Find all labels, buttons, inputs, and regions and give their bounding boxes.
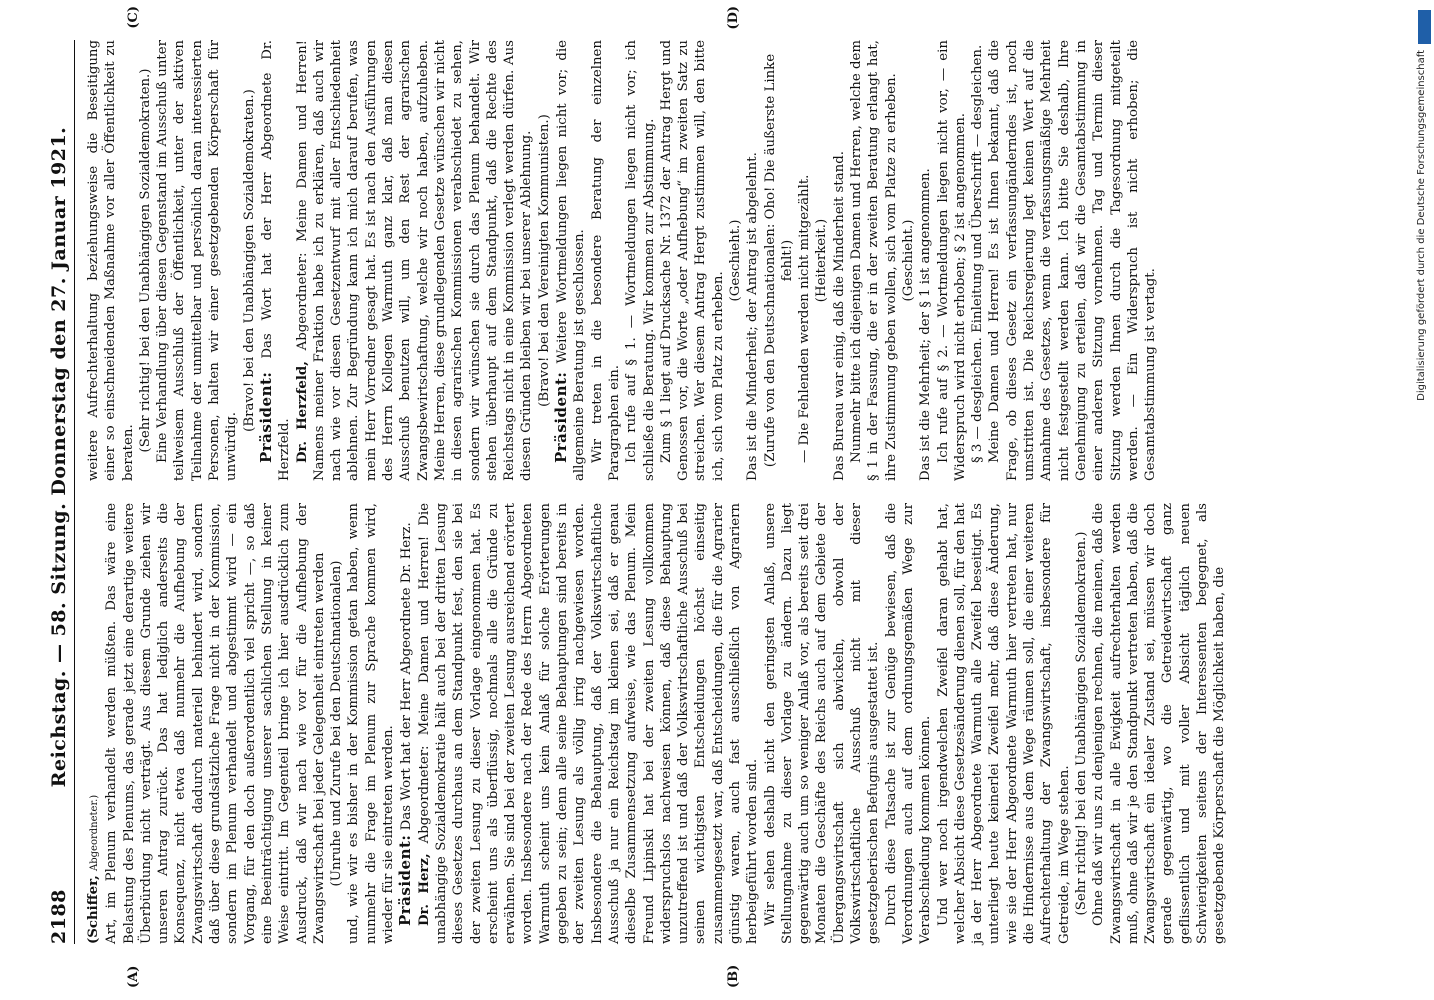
paragraph: § 3 — desgleichen. Einleitung und Überschrift — desgleichen. xyxy=(970,44,986,463)
interjection: (Heiterkeit.) xyxy=(814,218,830,303)
speaker-name: Präsident: xyxy=(256,371,275,463)
paragraph: Meine Damen und Herren! Es ist Ihnen bekannt, daß die Frage, ob dieses Gesetz ein verfassungänderndes ist, noch umstritten ist. Die Reichsregierung legt keinen Wert auf die Annahme des Gesetzes, wenn die verfassungsmäßige Mehrheit nicht festgestellt werden kann. Ich bitte Sie deshalb, Ihre Genehmigung zu erteilen, daß wir die Gesamtabstimmung in einer anderen Sitzung vornehmen. Tag und Termin dieser Sitzung werden Ihnen durch die Tagesordnung mitgeteilt werden. — Ein Widerspruch ist nicht erhoben; die Gesamtabstimmung ist vertagt. xyxy=(987,40,1159,481)
page-header xyxy=(48,40,75,944)
paragraph: Ohne daß wir uns zu denjenigen rechnen, die meinen, daß die Zwangswirtschaft in alle Ewigkeit aufrechterhalten werden muß, ohne daß wir je den Standpunkt vertreten haben, daß die Zwangswirtschaft ein idealer Zustand sei, müssen wir doch gerade gegenwärtig, wo die Getreidewirtschaft ganz geflissentlich und mit voller Absicht täglich neuen Schwierigkeiten seitens der Interessenten begegnet, als gesetzgebende Körperschaft die Möglichkeit haben, die xyxy=(1091,503,1228,944)
funding-sidebar xyxy=(1418,10,1432,995)
interjection: (Geschieht.) xyxy=(727,219,743,302)
interjection: (Sehr richtig! bei den Unabhängigen Sozialdemokraten.) xyxy=(1073,531,1089,916)
speaker-role: Abgeordneter.) xyxy=(89,794,100,871)
paragraph: Präsident: Weitere Wortmeldungen liegen nicht vor; die allgemeine Beratung ist geschlossen. xyxy=(552,40,588,481)
dfg-logo-icon xyxy=(1418,10,1431,44)
paragraph: Dr. Herzfeld, Abgeordneter: Meine Damen und Herren! Namens meiner Fraktion habe ich zu erklären, daß auch wir nach wie vor diesen Gesetzentwurf mit aller Entschiedenheit ablehnen. Zur Begründung kann ich mich darauf berufen, was mein Herr Vorredner gesagt hat. Es ist nach den Ausführungen des Herrn Kollegen Warmuth ganz klar, daß man diesen Ausschuß benutzen will, um den Rest der agrarischen Zwangsbewirtschaftung, welche wir noch haben, aufzuheben. Meine Herren, diese grundlegenden Gesetze wünschen wir nicht in diesen agrarischen Kommissionen verabschiedet zu sehen, sondern wir wünschen sie durch das Plenum behandelt. Wir stehen überhaupt auf dem Standpunkt, daß die Rechte des Reichstags nicht in eine Kommission verlegt werden dürfen. Aus diesen Gründen bleiben wir bei unserer Ablehnung. xyxy=(294,39,535,481)
margin-letter-b: (B) xyxy=(726,964,741,988)
interjection: (Bravo! bei den Unabhängigen Sozialdemokraten.) xyxy=(241,89,257,432)
paragraph: Ich rufe auf § 2. — Wortmeldungen liegen nicht vor, — ein Widerspruch wird nicht erhoben; § 2 ist angenommen. xyxy=(935,40,968,481)
funding-note: Digitalisierung gefördert durch die Deutsche Forschungsgemeinschaft xyxy=(1416,50,1427,401)
paragraph xyxy=(85,503,103,944)
speaker-name: (Schiffer, xyxy=(86,875,101,944)
paragraph: Das Bureau war einig, daß die Minderheit stand. xyxy=(831,151,847,481)
paragraph: Wir treten in die besondere Beratung der einzelnen Paragraphen ein. xyxy=(589,40,622,481)
interjection: (Bravo! bei den Vereinigten Kommunisten.) xyxy=(536,114,552,407)
paragraph: Das ist die Minderheit; der Antrag ist abgelehnt. xyxy=(745,152,761,481)
paragraph: — Die Fehlenden werden nicht mitgezählt. xyxy=(797,174,813,463)
paragraph: Wir sehen deshalb nicht den geringsten Anlaß, unsere Stellungnahme zu dieser Vorlage zu ändern. Dazu liegt gegenwärtig auch um so weniger Anlaß vor, als bereits seit drei Monaten die Geschäfte des Reichs auch auf dem Gebiete der Übergangswirtschaft sich abwickeln, obwohl der Volkswirtschaftliche Ausschuß nicht mit dieser gesetzgeberischen Befugnis ausgestattet ist. xyxy=(762,503,882,944)
page-title: Reichstag. — 58. Sitzung. Donnerstag den 27. Januar 1921. xyxy=(48,126,70,788)
paragraph: Art, im Plenum verhandelt werden müßten. Das wäre eine Belastung des Plenums, das gerade jetzt eine derartige weitere Überbürdung nicht verträgt. Aus diesem Grunde ziehen wir unseren Antrag zurück. Das hat lediglich anderseits die Konsequenz, nicht etwa daß nunmehr die Aufhebung der Zwangswirtschaft dadurch materiell behindert wird, sondern daß über diese grundsätzliche Frage nicht in der Kommission, sondern im Plenum verhandelt und abgestimmt wird — ein Vorgang, für den doch außerordentlich viel spricht —, so daß eine Beeinträchtigung unserer sachlichen Stellung in keiner Weise eintritt. Im Gegenteil bringe ich hier ausdrücklich zum Ausdruck, daß wir nach wie vor für die Aufhebung der Zwangswirtschaft bei jeder Gelegenheit eintreten werden xyxy=(104,503,327,944)
interjection: (Geschieht.) xyxy=(900,219,916,302)
paragraph: Dr. Herz, Abgeordneter: Meine Damen und Herren! Die unabhängige Sozialdemokratie hält auch bei der dritten Lesung dieses Gesetzes durchaus an dem Standpunkt fest, den sie bei der zweiten Lesung zu dieser Vorlage eingenommen hat. Es erscheint uns als überflüssig, nochmals alle die Gründe zu erwähnen. Sie sind bei der zweiten Lesung ausreichend erörtert worden. Insbesondere nach der Rede des Herrn Abgeordneten Warmuth scheint uns kein Anlaß für solche Erörterungen gegeben zu sein; denn alle seine Behauptungen sind bereits in der zweiten Lesung als völlig irrig nachgewiesen worden. Insbesondere die Behauptung, daß der Volkswirtschaftliche Ausschuß ja nur ein Reichstag im kleinen sei, daß er genau dieselbe Zusammensetzung aufweise, wie das Plenum. Mein Freund Lipinski hat bei der zweiten Lesung vollkommen widerspruchslos nachweisen können, daß diese Behauptung unzutreffend ist und daß der Volkswirtschaftliche Ausschuß bei seinen wichtigsten Entscheidungen höchst einseitig zusammengesetzt war, daß Entscheidungen, die für die Agrarier günstig waren, auch fast ausschließlich von Agrariern herbeigeführt worden sind. xyxy=(416,503,761,944)
margin-letter-c: (C) xyxy=(126,6,141,29)
paragraph: Eine Verhandlung über diesen Gegenstand im Ausschuß unter teilweisem Ausschluß der Öffentlichkeit, unter der aktiven Teilnahme der unmittelbar und persönlich daran interessierten Personen, halten wir einer gesetzgebenden Körperschaft für unwürdig. xyxy=(155,40,240,481)
left-column xyxy=(85,503,1315,988)
page-number: 2188 xyxy=(48,889,70,944)
margin-letter-a: (A) xyxy=(126,965,141,988)
speaker-name: Dr. Herzfeld, xyxy=(294,361,310,463)
paragraph: Und wer noch irgendwelchen Zweifel daran gehabt hat, welcher Absicht diese Gesetzesänderung dienen soll, für den hat ja der Herr Abgeordnete Warmuth alle Zweifel beseitigt. Es unterliegt heute keinerlei Zweifel mehr, daß diese Änderung, wie sie der Herr Abgeordnete Warmuth hier vertreten hat, nur die Hindernisse aus dem Wege räumen soll, die einer weiteren Aufrechterhaltung der Zwangswirtschaft, insbesondere für Getreide, im Wege stehen. xyxy=(935,503,1072,944)
paragraph: Durch diese Tatsache ist zur Genüge bewiesen, daß die Verordnungen auch auf dem ordnungsgemäßen Wege zur Verabschiedung kommen können. xyxy=(883,503,934,944)
speaker-name: Präsident: xyxy=(396,834,415,926)
interjection: (Zurufe von den Deutschnationalen: Oho! Die äußerste Linke fehlt!) xyxy=(762,53,795,468)
paragraph: Präsident: Das Wort hat der Herr Abgeordnete Dr. Herzfeld. xyxy=(256,40,293,481)
paragraph: Nunmehr bitte ich diejenigen Damen und Herren, welche dem § 1 in der Fassung, die er in der zweiten Beratung erlangt hat, ihre Zustimmung geben wollen, sich vom Platze zu erheben. xyxy=(849,40,899,481)
interjection: (Unruhe und Zurufe bei den Deutschnationalen) xyxy=(329,560,345,887)
speaker-name: Präsident: xyxy=(552,371,571,463)
paragraph: weitere Aufrechterhaltung beziehungsweise die Beseitigung einer so einschneidenden Maßnahme vor aller Öffentlichkeit zu beraten. xyxy=(86,40,136,481)
paragraph: Das ist die Mehrheit; der § 1 ist angenommen. xyxy=(918,168,934,481)
paragraph: Präsident: Das Wort hat der Herr Abgeordnete Dr. Herz. xyxy=(396,522,415,926)
paragraph: und, wie wir es bisher in der Kommission getan haben, wenn nunmehr die Frage im Plenum zur Sprache kommen wird, wieder für sie eintreten werden. xyxy=(346,503,397,944)
paragraph: Ich rufe auf § 1. — Wortmeldungen liegen nicht vor; ich schließe die Beratung. Wir kommen zur Abstimmung. xyxy=(624,40,657,481)
interjection: (Sehr richtig! bei den Unabhängigen Sozialdemokraten.) xyxy=(137,68,153,453)
right-column xyxy=(85,6,1315,481)
speaker-name: Dr. Herz, xyxy=(416,853,432,926)
text-columns xyxy=(85,6,1315,988)
paragraph: Zum § 1 liegt auf Drucksache Nr. 1372 der Antrag Hergt und Genossen vor, die Worte „oder Aufhebung“ im zweiten Satz zu streichen. Wer diesem Antrag Hergt zustimmen will, den bitte ich, sich vom Platz zu erheben. xyxy=(658,40,726,481)
margin-letter-d: (D) xyxy=(726,6,741,30)
